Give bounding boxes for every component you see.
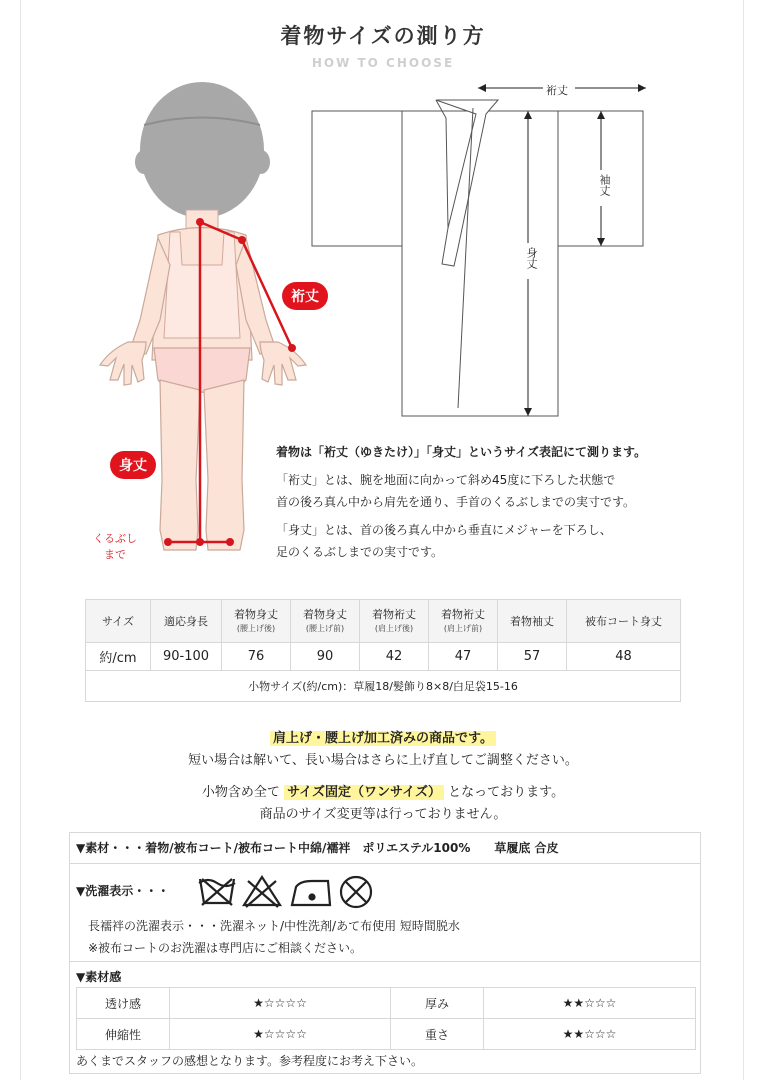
ankle-label-line1: くるぶし xyxy=(93,532,137,545)
yukitake-badge: 裄丈 xyxy=(282,282,328,310)
size-table-cell: 約/cm xyxy=(86,643,151,671)
size-table-header xyxy=(222,600,291,643)
size-table-header-main: 着物袖丈 xyxy=(510,614,554,628)
size-table-header-main: 着物身丈 xyxy=(303,607,347,621)
size-table-cell: 48 xyxy=(567,643,681,671)
no-bleach-icon xyxy=(244,877,280,907)
description-mitake-2: 足のくるぶしまでの実寸です。 xyxy=(276,545,444,559)
size-table-cell: 42 xyxy=(360,643,429,671)
size-table-cell: 47 xyxy=(429,643,498,671)
wash-note-line1: 長襦袢の洗濯表示・・・洗濯ネット/中性洗剤/あて布使用 短時間脱水 xyxy=(88,919,460,933)
size-table-header-sub: (肩上げ前) xyxy=(443,623,483,633)
page-title: 着物サイズの測り方 xyxy=(280,24,486,48)
size-table-cell: 90-100 xyxy=(151,643,222,671)
hand-wash-net-icon xyxy=(199,879,235,905)
feel-cell-stars: ★★☆☆☆ xyxy=(484,988,696,1019)
material-feel-table xyxy=(76,987,696,1050)
size-table-cell: 57 xyxy=(498,643,567,671)
size-table-header xyxy=(498,600,567,643)
mitake-badge: 身丈 xyxy=(110,451,156,479)
kimono-diagram xyxy=(308,78,653,423)
size-table-header xyxy=(151,600,222,643)
feel-label: ▼素材感 xyxy=(76,970,122,984)
wash-note-line2: ※被布コートのお洗濯は専門店にご相談ください。 xyxy=(88,941,363,955)
description-mitake-1: 「身丈」とは、首の後ろ真ん中から垂直にメジャーを下ろし、 xyxy=(276,523,612,537)
size-table-header-sub: (腰上げ後) xyxy=(236,623,276,633)
ankle-label xyxy=(90,531,140,563)
feel-cell-stars: ★☆☆☆☆ xyxy=(170,1019,391,1050)
notice-line3-post: となっております。 xyxy=(448,785,565,800)
notice-line1 xyxy=(0,727,766,746)
size-table-header xyxy=(567,600,681,643)
size-table-header-main: 被布コート身丈 xyxy=(585,614,662,628)
notice-line4: 商品のサイズ変更等は行っておりません。 xyxy=(259,807,507,822)
kimono-yukitake-label: 裄丈 xyxy=(546,84,568,97)
kimono-sodetake-label: 袖丈 xyxy=(598,174,611,196)
feel-row xyxy=(77,988,696,1019)
size-table-header-main: 着物裄丈 xyxy=(372,607,416,621)
size-table-row xyxy=(86,643,681,671)
size-table-header-main: 適応身長 xyxy=(164,614,208,628)
kimono-mitake-label: 身丈 xyxy=(525,247,538,269)
size-table-cell: 90 xyxy=(291,643,360,671)
size-table-header-sub: (腰上げ前) xyxy=(305,623,345,633)
size-table-note-row xyxy=(86,671,681,702)
size-table xyxy=(85,599,681,702)
notice-highlight-2: サイズ固定（ワンサイズ） xyxy=(284,785,444,800)
accessory-size-note: 小物サイズ(約/cm)：草履18/髪飾り8×8/白足袋15-16 xyxy=(86,671,681,702)
size-table-header xyxy=(86,600,151,643)
measurement-description xyxy=(276,441,746,563)
description-yukitake-2: 首の後ろ真ん中から肩先を通り、手首のくるぶしまでの実寸です。 xyxy=(276,495,636,509)
description-yukitake-1: 「裄丈」とは、腕を地面に向かって斜め45度に下ろした状態で xyxy=(276,473,616,487)
notice-line2: 短い場合は解いて、長い場合はさらに上げ直してご調整ください。 xyxy=(188,753,578,768)
description-lead: 着物は「裄丈（ゆきたけ）」「身丈」というサイズ表記にて測ります。 xyxy=(276,445,647,459)
size-table-header-row xyxy=(86,600,681,643)
no-tumble-dry-icon xyxy=(341,877,371,907)
feel-cell-label: 重さ xyxy=(391,1019,484,1050)
size-table-header-main: 着物身丈 xyxy=(234,607,278,621)
wash-symbols xyxy=(196,873,392,911)
material-line: ▼素材・・・着物/被布コート/被布コート中綿/襦袢 ポリエステル100% 草履底 合皮 xyxy=(70,833,700,864)
notice-line3 xyxy=(0,781,766,800)
feel-cell-label: 伸縮性 xyxy=(77,1019,170,1050)
feel-cell-label: 厚み xyxy=(391,988,484,1019)
size-table-cell: 76 xyxy=(222,643,291,671)
size-table-header xyxy=(360,600,429,643)
feel-row xyxy=(77,1019,696,1050)
feel-cell-stars: ★☆☆☆☆ xyxy=(170,988,391,1019)
feel-cell-stars: ★★☆☆☆ xyxy=(484,1019,696,1050)
size-table-header xyxy=(429,600,498,643)
ankle-label-line2: まで xyxy=(104,548,126,561)
wash-label: ▼洗濯表示・・・ xyxy=(76,884,170,898)
divider xyxy=(70,961,700,962)
product-info-box xyxy=(69,832,701,1074)
iron-low-icon xyxy=(292,881,330,905)
notice-highlight-1: 肩上げ・腰上げ加工済みの商品です。 xyxy=(270,731,496,746)
size-table-header-main: 着物裄丈 xyxy=(441,607,485,621)
feel-cell-label: 透け感 xyxy=(77,988,170,1019)
page-subtitle: HOW TO CHOOSE xyxy=(311,56,455,70)
notice-line3-pre: 小物含め全て xyxy=(201,785,280,800)
size-table-header xyxy=(291,600,360,643)
size-table-header-sub: (肩上げ後) xyxy=(374,623,414,633)
staff-note: あくまでスタッフの感想となります。参考程度にお考え下さい。 xyxy=(76,1054,424,1068)
size-table-header-main: サイズ xyxy=(101,614,135,628)
